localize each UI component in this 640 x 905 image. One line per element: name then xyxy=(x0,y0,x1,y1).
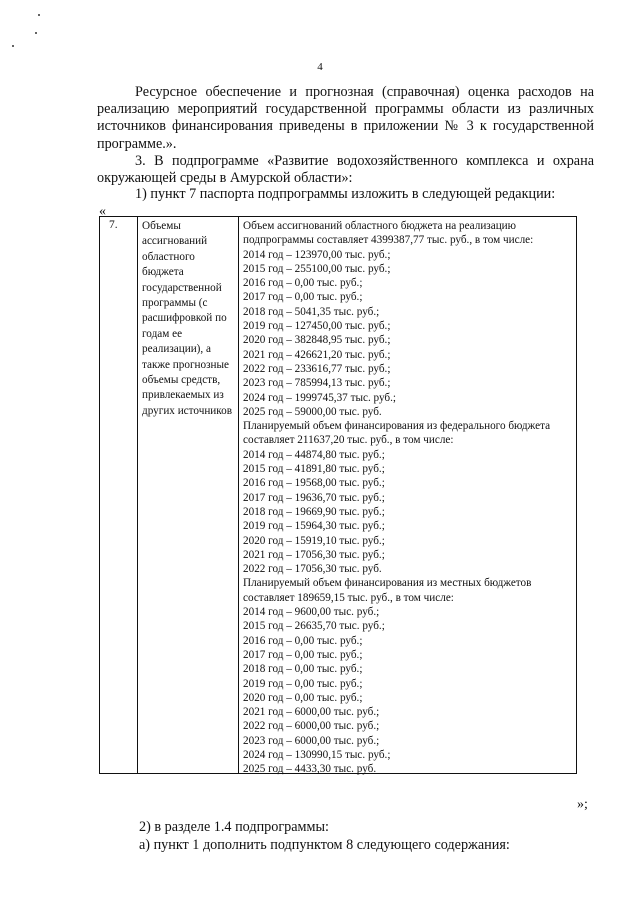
table-value-line: 2014 год – 9600,00 тыс. руб.; xyxy=(243,606,380,619)
page-number: 4 xyxy=(317,61,323,73)
table-value-line: 2021 год – 426621,20 тыс. руб.; xyxy=(243,348,391,361)
table-value-line: 2025 год – 59000,00 тыс. руб. xyxy=(243,405,382,418)
quote-open: « xyxy=(99,204,106,219)
table-value-line: 2021 год – 6000,00 тыс. руб.; xyxy=(243,706,380,719)
paragraph-section-1-4: 2) в разделе 1.4 подпрограммы: xyxy=(139,819,329,835)
paragraph-subitem-8: а) пункт 1 дополнить подпунктом 8 следующего содержания: xyxy=(139,837,510,853)
table-value-line: 2020 год – 0,00 тыс. руб.; xyxy=(243,691,363,704)
table-value-line: 2016 год – 19568,00 тыс. руб.; xyxy=(243,477,385,490)
table-value-line: 2023 год – 6000,00 тыс. руб.; xyxy=(243,734,380,747)
table-value-line: 2020 год – 15919,10 тыс. руб.; xyxy=(243,534,385,547)
table-row-values xyxy=(243,219,576,777)
table-value-line: 2018 год – 0,00 тыс. руб.; xyxy=(243,663,363,676)
table-value-line: 2025 год – 4433,30 тыс. руб. xyxy=(243,763,377,776)
scan-speck xyxy=(12,45,14,47)
table-value-line: 2014 год – 123970,00 тыс. руб.; xyxy=(243,248,391,261)
table-value-line: 2021 год – 17056,30 тыс. руб.; xyxy=(243,548,385,561)
table-value-line: Планируемый объем финансирования из федерального бюджета xyxy=(243,420,551,433)
table-column-divider xyxy=(238,217,239,773)
table-value-line: 2022 год – 6000,00 тыс. руб.; xyxy=(243,720,380,733)
table-value-line: 2024 год – 1999745,37 тыс. руб.; xyxy=(243,391,397,404)
scan-speck xyxy=(38,14,40,16)
scan-speck xyxy=(35,32,37,34)
table-value-line: Объем ассигнований областного бюджета на реализацию xyxy=(243,220,517,232)
paragraph-item-7: 1) пункт 7 паспорта подпрограммы изложить в следующей редакции: xyxy=(135,186,556,202)
passport-table xyxy=(99,216,577,774)
table-value-line: 2019 год – 0,00 тыс. руб.; xyxy=(243,677,363,690)
table-value-line: 2018 год – 19669,90 тыс. руб.; xyxy=(243,505,385,518)
table-value-line: составляет 189659,15 тыс. руб., в том числе: xyxy=(243,591,454,604)
quote-close: »; xyxy=(577,797,588,812)
paragraph-subprogram-change: 3. В подпрограмме «Развитие водохозяйственного комплекса и охрана окружающей среды в Амурской области»: xyxy=(97,153,594,187)
table-value-line: 2014 год – 44874,80 тыс. руб.; xyxy=(243,448,385,461)
table-value-line: 2015 год – 255100,00 тыс. руб.; xyxy=(243,262,391,275)
table-value-line: 2020 год – 382848,95 тыс. руб.; xyxy=(243,334,391,347)
table-value-line: 2019 год – 127450,00 тыс. руб.; xyxy=(243,320,391,333)
table-value-line: Планируемый объем финансирования из местных бюджетов xyxy=(243,577,532,590)
table-value-line: 2024 год – 130990,15 тыс. руб.; xyxy=(243,748,391,761)
table-row-number: 7. xyxy=(109,219,118,231)
table-value-line: 2022 год – 233616,77 тыс. руб.; xyxy=(243,362,391,375)
table-value-line: 2018 год – 5041,35 тыс. руб.; xyxy=(243,305,380,318)
table-value-line: составляет 211637,20 тыс. руб., в том числе: xyxy=(243,434,454,447)
table-value-line: 2017 год – 0,00 тыс. руб.; xyxy=(243,291,363,304)
table-value-line: 2017 год – 0,00 тыс. руб.; xyxy=(243,648,363,661)
table-value-line: 2019 год – 15964,30 тыс. руб.; xyxy=(243,520,385,533)
table-value-line: 2015 год – 26635,70 тыс. руб.; xyxy=(243,620,385,633)
table-value-line: 2023 год – 785994,13 тыс. руб.; xyxy=(243,377,391,390)
table-value-line: 2016 год – 0,00 тыс. руб.; xyxy=(243,634,363,647)
table-value-line: 2022 год – 17056,30 тыс. руб. xyxy=(243,563,382,576)
table-value-line: 2015 год – 41891,80 тыс. руб.; xyxy=(243,463,385,476)
table-value-line: подпрограммы составляет 4399387,77 тыс. руб., в том числе: xyxy=(243,234,534,247)
paragraph-resource-provision: Ресурсное обеспечение и прогнозная (справочная) оценка расходов на реализацию мероприятий государственной программы области из различных источников финансирования приведены в приложении № 3 к государственной программе.». xyxy=(97,84,594,152)
table-row-description: Объемы ассигнований областного бюджета государственной программы (с расшифровкой по годам ее реализации), а также прогнозные объемы средств, привлекаемых из других источников xyxy=(142,220,233,417)
table-column-divider xyxy=(137,217,138,773)
table-value-line: 2017 год – 19636,70 тыс. руб.; xyxy=(243,491,385,504)
table-value-line: 2016 год – 0,00 тыс. руб.; xyxy=(243,277,363,290)
